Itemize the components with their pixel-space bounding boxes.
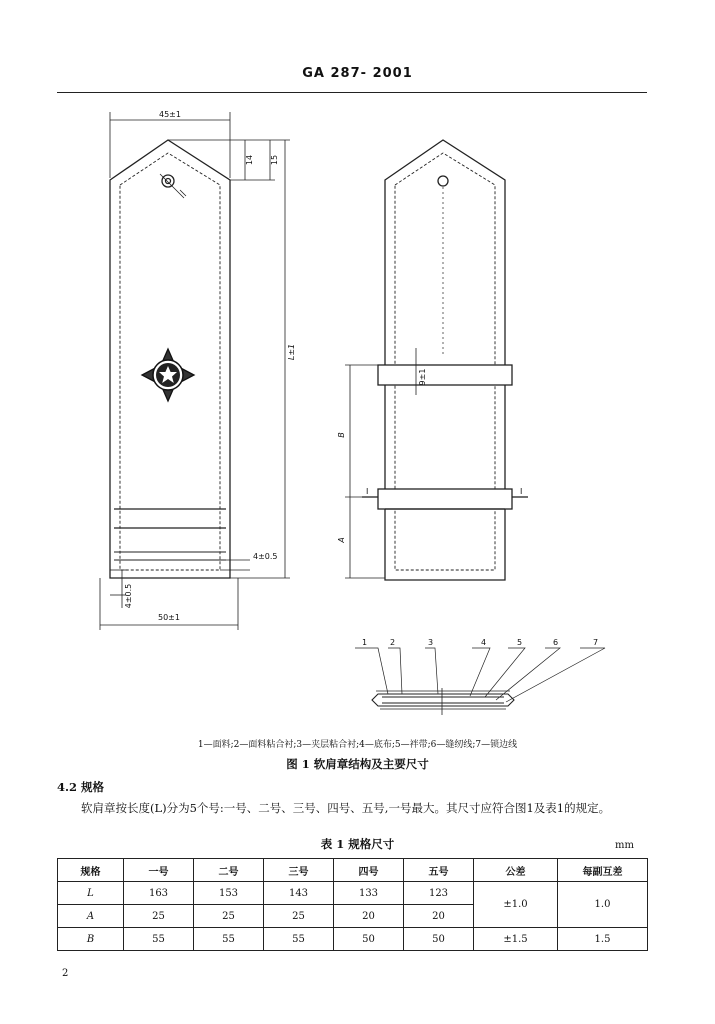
table-cell: 20 [334,905,404,928]
standard-header: GA 287- 2001 [302,66,413,81]
pair-diff-b: 1.5 [558,928,648,951]
tolerance-la: ±1.0 [474,882,558,928]
table-cell: 163 [124,882,194,905]
table-header-cell: 四号 [334,859,404,882]
table-header-cell: 三号 [264,859,334,882]
table-cell: 50 [334,928,404,951]
table-cell: 55 [194,928,264,951]
table-cell: 133 [334,882,404,905]
cross-section-drawing [372,688,514,715]
table-cell: 25 [194,905,264,928]
row-label-a: A [58,905,124,928]
table-cell: 25 [264,905,334,928]
dim-band: 9±1 [418,368,427,386]
spec-table [57,858,648,951]
dim-top-width: 45±1 [159,110,181,119]
dim-peak-14: 14 [245,154,254,166]
pair-diff-la: 1.0 [558,882,648,928]
table-header-cell: 五号 [404,859,474,882]
table-header-row [58,859,648,882]
dim-label-a: A [337,537,346,543]
table-row [58,928,648,951]
table-cell: 55 [124,928,194,951]
table-cell: 123 [404,882,474,905]
section-paragraph: 软肩章按长度(L)分为5个号:一号、二号、三号、四号、五号,一号最大。其尺寸应符合图1及表1的规定。 [81,801,611,815]
star-badge-icon [142,349,194,401]
section-mark-right: I [520,487,523,496]
section-title: 4.2 规格 [57,780,105,794]
row-label-b: B [58,928,124,951]
table-header-cell: 公差 [474,859,558,882]
table-header-cell: 一号 [124,859,194,882]
table-row [58,882,648,905]
part-number-3: 3 [428,638,434,647]
table-cell: 143 [264,882,334,905]
dim-bottom-seam: 4±0.5 [124,583,133,609]
dim-seam: 4±0.5 [253,552,278,561]
tolerance-b: ±1.5 [474,928,558,951]
section-mark-left: I [366,487,369,496]
table-cell: 55 [264,928,334,951]
figure-legend: 1—面料;2—面料粘合衬;3—夹层粘合衬;4—底布;5—袢带;6—缝纫线;7—锁边线 [197,740,518,750]
dim-length: L±1 [287,343,296,361]
row-label-l: L [58,882,124,905]
table-unit: mm [615,840,634,851]
table-header-cell: 每副互差 [558,859,648,882]
page-number: 2 [62,968,69,979]
table-header-cell: 二号 [194,859,264,882]
epaulette-back-view [378,140,512,580]
table-cell: 25 [124,905,194,928]
part-number-7: 7 [593,638,599,647]
table-cell: 50 [404,928,474,951]
figure-caption: 图 1 软肩章结构及主要尺寸 [286,757,429,771]
part-number-4: 4 [481,638,487,647]
part-number-5: 5 [517,638,523,647]
table-cell: 153 [194,882,264,905]
part-number-1: 1 [362,638,368,647]
part-number-2: 2 [390,638,396,647]
table-header-cell: 规格 [58,859,124,882]
dim-peak-15: 15 [270,154,279,166]
part-number-6: 6 [553,638,559,647]
dim-bottom-width: 50±1 [158,613,180,622]
dim-label-b: B [337,432,346,438]
table-cell: 20 [404,905,474,928]
table-caption: 表 1 规格尺寸 [320,837,395,851]
